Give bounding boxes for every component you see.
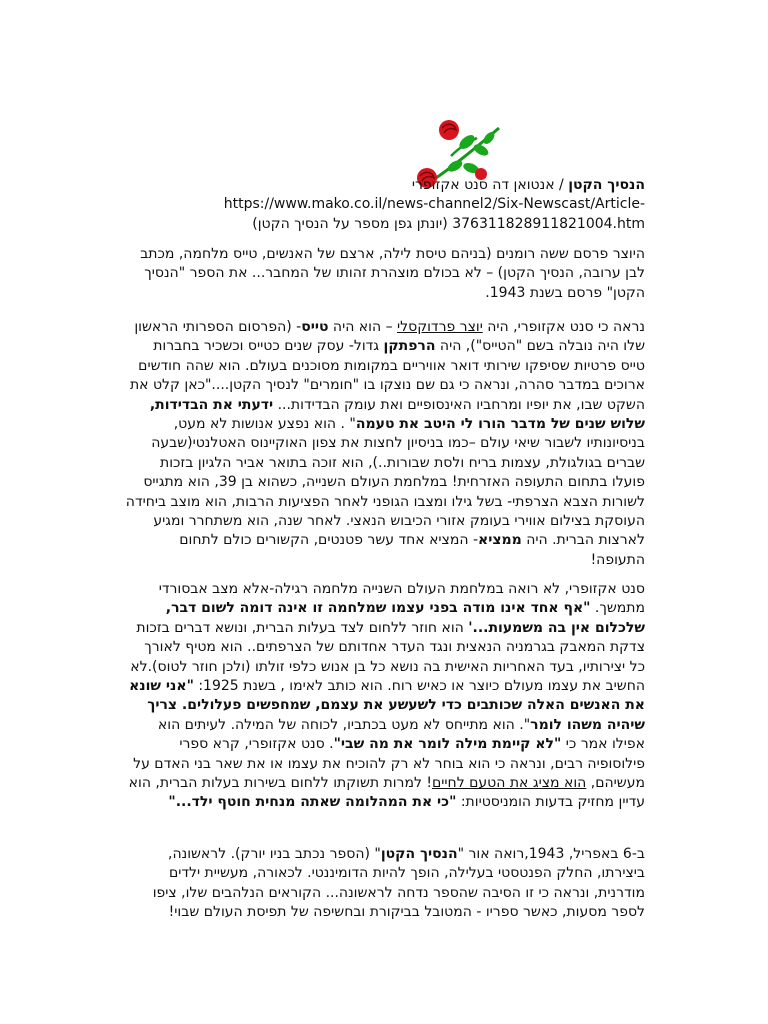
article-url-part-1[interactable]: https://www.mako.co.il/news-channel2/Six-Newscast/Article- (223, 196, 645, 213)
p2-bold-quote: ידעתי את הבדידות, שלוש שנים של מדבר הורו לי היטב את טעמה (149, 396, 645, 433)
p2-text: גדול- עסק שנים כטייס וכשכיר בחברות טייס פרטיות שסיפקו שירותי דואר אוויריים במקומות מסוכנים בעולם. הוא שהה חודשים ארוכים במדבר סהרה, ונראה כי גם שם נוצקו בו "חומרים" לנסיך הקטן...."כאן קלט את השקט שבו, את יופיו ומרחביו האינסופיים ואת עומק הבדידות... (129, 338, 645, 413)
p4-text: ב-6 באפריל, 1943,רואה אור " (457, 846, 645, 862)
p4-bold-title: הנסיך הקטן (380, 846, 458, 862)
header-block (125, 176, 645, 234)
p2-bold: ממציא (478, 532, 522, 549)
p2-text: - (הפרסום הספרותי הראשון שלו היה נובלה בשם "הטייס"), היה (134, 319, 645, 355)
p3-bold-quote: "אני שונא את האנשים האלה שכותבים כדי לשעשע את עצמם, שמחפשים פעלולים. צריך שיהיה משהו לומר (129, 678, 645, 733)
article-url-part-2[interactable]: 37631182891182100​4.htm (452, 215, 645, 232)
p4-text: " (הספר נכתב בניו יורק). לראשונה, ביצירתו, החלק הפנטסטי בעלילה, הופך להיות הדומיננטי. לכאורה, מעשיית ילדים מודרנית, ונראה כי זו הסיבה שהספר נדחה לראשונה... הקוראים הנלהבים שלו, ציפו לספר מסעות, כאשר ספריו - המטובל בביקורת ובחשיפה של תפיסת העולם שבוי! (152, 846, 645, 921)
p3-text: . סנט אקזופרי, קרא ספרי פילוסופיה רבים, ונראה כי הוא בוחר לא רק להוכיח את עצמו או את שאר בני האדם על מעשיהם, (133, 736, 645, 792)
paragraph-4 (125, 845, 645, 923)
url-caption: (יונתן גפן מספר על הנסיך הקטן) (252, 215, 453, 232)
paragraph-2 (125, 318, 645, 570)
p3-bold-quote: "אף אחד אינו מודה בפני עצמו שמלחמה זו אינה דומה לשום דבר, שלכלום אין בה משמעות...' (165, 600, 645, 636)
p3-text: ! למרות תשוקתו ללחום בשירות בעלות הברית, הוא עדיין מחזיק בדעות הומניסטיות: (128, 775, 645, 811)
p2-underline: יוצר פרדוקסלי (397, 319, 483, 335)
p2-bold: טייס (301, 319, 329, 335)
paragraph-1: היוצר פרסם ששה רומנים (בניהם טיסת לילה, ארצם של האנשים, טייס מלחמה, מכתב לבן ערובה, הנסיך הקטן) – לא בכולם מוצהרת זהותו של המחבר... את הספר "הנסיך הקטן" פרסם בשנת 1943. (140, 246, 645, 301)
url-line-1[interactable] (125, 195, 645, 214)
url-line-2 (125, 215, 645, 234)
book-title: הנסיך הקטן (568, 177, 645, 193)
p3-text: הוא חוזר ללחום לצד בעלות הברית, ונושא דברים בזכות צדקת המאבק בגרמניה הנאצית ונגד העדר אחדותם של הצרפתים.. הוא מטיף לאורך כל יצירותיו, בעד האחריות האישית בה נושא כל בן אנוש כלפי זולתו (ולכן חוזר לטוס).לא החשיב את עצמו מעולם כיוצר או כאיש רוח. הוא כותב לאימו , בשנת 1925: (130, 619, 645, 695)
p3-underline: הוא מציג את הטעם לחיים (432, 775, 587, 792)
p2-text: - המציא אחד עשר פטנטים, הקשורים כולם לתחום התעופה! (179, 532, 645, 568)
p2-text: נראה כי סנט אקזופרי, היה (482, 319, 645, 335)
title-line (125, 176, 645, 195)
p2-text: " . הוא נפצע אנושות לא מעט, בניסיונותיו לשבור שיאי עולם –כמו בניסיון לחצות את צפון האוקיינוס האטלנטי(שבעה שברים בגולגולת, עצמות בריח ולסת שבורות..), הוא זוכה בתואר אביר הלגיון בזכות פועלו בתחום התעופה האזרחית! במלחמת העולם השנייה, כשהוא בן 39, הוא מתגייס לשורות הצבא הצרפתי- בשל גילו ומצבו הגופני לאחר הפציעות הרבות, הוא מוצב ביחידה העוסקת בצילום אווירי בעומק אזורי הכיבוש הנאצי. לאחר שנה, הוא משתחרר ומגיע לארצות הברית. היה (125, 416, 645, 549)
p3-bold-quote: "כי את המהלומה שאתה מנחית חוטף ילד..." (168, 794, 457, 811)
p3-text: סנט אקזופרי, לא רואה במלחמת העולם השנייה מלחמה רגילה-אלא מצב אבסורדי מתמשך. (158, 581, 645, 617)
author-line: / אנטואן דה סנט אקזופרי (411, 177, 569, 193)
p3-text: ". הוא מתייחס לא מעט בכתביו, לכוחה של המילה. לעיתים הוא אפילו אמר כי (157, 716, 645, 753)
p2-bold: הרפתקן (383, 338, 436, 355)
p3-bold-quote: "לא קיימת מילה לומר את מה שבי" (333, 736, 562, 753)
paragraph-3 (125, 580, 645, 813)
p2-text: – הוא היה (328, 319, 398, 335)
